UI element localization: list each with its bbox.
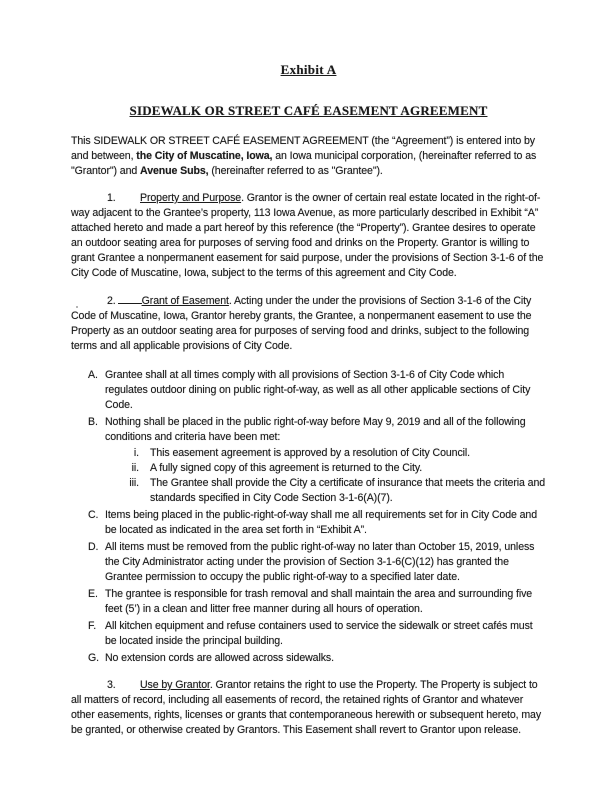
sub-item-i <box>123 446 546 461</box>
section-1-number: 1. <box>107 192 116 204</box>
list-item-text: All kitchen equipment and refuse containers used to service the sidewalk or street cafés must be located inside the principal building. <box>105 620 533 647</box>
list-item-letter: E. <box>88 588 98 600</box>
sub-item-ii <box>123 461 546 476</box>
section-3-paragraph <box>71 678 546 738</box>
section-3-number: 3. <box>107 679 116 691</box>
section-1-heading: Property and Purpose <box>140 192 242 204</box>
document-title <box>71 103 546 119</box>
exhibit-heading <box>71 62 546 78</box>
section-3-body: . Grantor retains the right to use the Property. The Property is subject to all matters of record, including all easements of record, the retained rights of Grantor and whatever other easements, rights, licenses or grants that contemporaneous herewith or subsequent hereto, may be granted, or otherwise created by Grantors. This Easement shall revert to Grantor upon release. <box>71 679 542 736</box>
list-item-letter: G. <box>88 652 99 664</box>
list-item-d <box>88 540 546 585</box>
list-item-letter: C. <box>88 509 99 521</box>
list-item-letter: B. <box>88 416 98 428</box>
intro-paragraph <box>71 134 546 179</box>
grantor-name: the City of Muscatine, Iowa, <box>136 150 273 162</box>
intro-run: This SIDEWALK OR STREET CAFÉ EASEMENT AGREEMENT (the “Agreement”) is entered into by and between, <box>71 135 535 162</box>
list-item-g <box>88 651 546 666</box>
list-item-e <box>88 587 546 617</box>
grantee-name: Avenue Subs, <box>140 165 209 177</box>
list-item-text: Items being placed in the public-right-of-way shall me all requirements set for in City Code and be located as indicated in the area set forth in “Exhibit A”. <box>105 509 538 536</box>
document-title-text: SIDEWALK OR STREET CAFÉ EASEMENT AGREEMENT <box>129 103 488 118</box>
sub-item-text: This easement agreement is approved by a resolution of City Council. <box>150 447 471 459</box>
conditions-list <box>71 368 546 666</box>
sub-item-text: A fully signed copy of this agreement is returned to the City. <box>150 462 423 474</box>
section-2-paragraph <box>71 293 546 354</box>
list-item-c <box>88 508 546 538</box>
list-item-text: No extension cords are allowed across sidewalks. <box>105 652 334 664</box>
underline-tab <box>118 293 142 304</box>
list-item-b <box>88 415 546 506</box>
section-3-heading: Use by Grantor <box>140 679 210 691</box>
list-item-a <box>88 368 546 413</box>
list-item-letter: A. <box>88 369 98 381</box>
document-content <box>71 62 546 738</box>
exhibit-label: Exhibit A <box>280 62 337 77</box>
sub-item-text: The Grantee shall provide the City a certificate of insurance that meets the criteria and standards specified in City Code Section 3-1-6(A)(7). <box>150 477 546 504</box>
sub-item-numeral: ii. <box>131 462 139 474</box>
section-1-paragraph <box>71 191 546 281</box>
intro-run: an Iowa municipal corporation, (hereinafter referred to as "Grantor") and <box>71 150 537 177</box>
list-item-text: All items must be removed from the public right-of-way no later than October 15, 2019, unless the City Administrator acting under the provision of Section 3-1-6(C)(12) has granted the Grantee permission to occupy the public right-of-way to a specified later date. <box>105 541 535 583</box>
section-2-body: . Acting under the under the provisions of Section 3-1-6 of the City Code of Muscatine, Iowa, Grantor hereby grants, the Grantee, a nonpermanent easement to use the Property as an outdoor seating area for purposes of serving food and drinks, subject to the following terms and all applicable provisions of City Code. <box>71 295 532 352</box>
list-item-letter: D. <box>88 541 99 553</box>
list-item-f <box>88 619 546 649</box>
intro-run: (hereinafter referred to as "Grantee"). <box>208 165 383 177</box>
sub-item-iii <box>123 476 546 506</box>
section-2-number: 2. <box>107 295 116 307</box>
list-item-text: Grantee shall at all times comply with all provisions of Section 3-1-6 of City Code which regulates outdoor dining on public right-of-way, as well as all other applicable sections of City Code. <box>105 369 531 411</box>
section-1-body: . Grantor is the owner of certain real estate located in the right-of-way adjacent to the Grantee’s property, 113 Iowa Avenue, as more particularly described in Exhibit “A” attached hereto and made a part hereof by this reference (the “Property”). Grantee desires to operate an outdoor seating area for purposes of serving food and drinks on the Property. Grantor is willing to grant Grantee a nonpermanent easement for said purpose, under the provisions of Section 3-1-6 of the City Code of Muscatine, Iowa, subject to the terms of this agreement and City Code. <box>71 192 544 279</box>
list-item-letter: F. <box>88 620 97 632</box>
section-2-heading: Grant of Easement <box>141 295 229 307</box>
sub-conditions-list <box>123 446 546 506</box>
list-item-text: The grantee is responsible for trash removal and shall maintain the area and surrounding five feet (5’) in a clean and litter free manner during all hours of operation. <box>105 588 533 615</box>
sub-item-numeral: i. <box>133 447 139 459</box>
list-item-text: Nothing shall be placed in the public right-of-way before May 9, 2019 and all of the following conditions and criteria have been met: <box>105 416 526 443</box>
sub-item-numeral: iii. <box>129 477 139 489</box>
